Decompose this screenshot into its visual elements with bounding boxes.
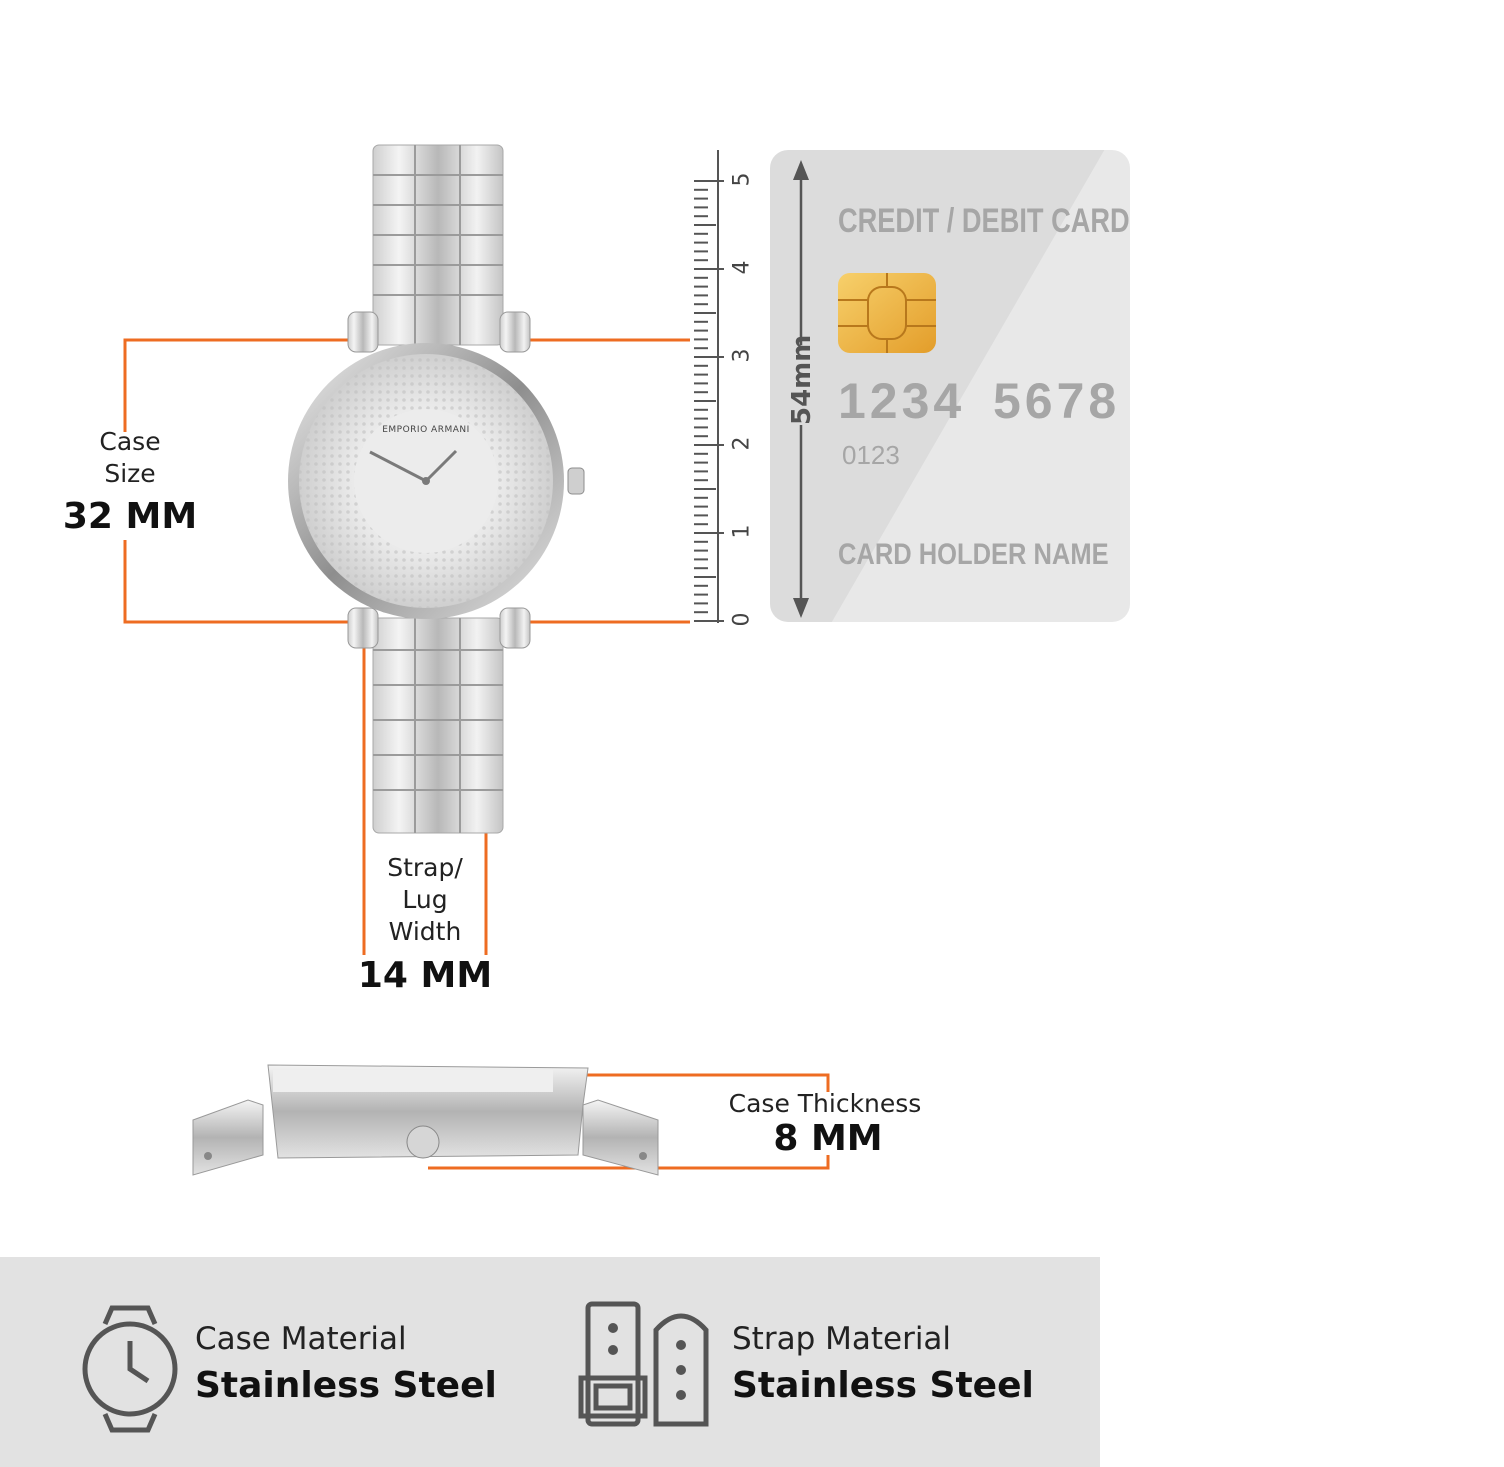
watch-brand-label: EMPORIO ARMANI [382,425,470,435]
ruler-label-5: 5 [729,172,755,187]
case-thickness-label: Case Thickness [728,1089,922,1118]
card-small-number: 0123 [842,440,900,470]
strap-width-label-3: Width [388,917,462,946]
watch-case-icon [80,1306,180,1432]
ruler-label-0: 0 [729,612,755,627]
case-size-label-1: Case [99,427,161,456]
strap-width-value: 14 MM [357,955,493,996]
strap-material-title: Strap Material [732,1321,952,1357]
ruler-label-4: 4 [729,260,755,275]
watch-front-image [280,140,600,840]
strap-width-label-1: Strap/ [387,853,463,882]
strap-material-value: Stainless Steel [732,1365,1034,1406]
ruler-label-2: 2 [729,436,755,451]
card-title: CREDIT / DEBIT CARD [838,202,1130,240]
watch-side-image [188,1060,663,1185]
card-number-group-1: 1234 [838,373,966,429]
case-material-title: Case Material [195,1321,407,1357]
ruler-label-3: 3 [729,348,755,363]
card-chip-icon [838,273,936,353]
ruler-labels [729,0,765,640]
card-holder-name: CARD HOLDER NAME [838,538,1109,571]
card-height-label: 54mm [782,345,822,425]
case-thickness-value: 8 MM [773,1118,883,1159]
strap-width-label-2: Lug [402,885,448,914]
ruler-label-1: 1 [729,524,755,539]
case-size-value: 32 MM [62,496,198,537]
case-material-value: Stainless Steel [195,1365,497,1406]
card-number-group-2: 5678 [993,373,1121,429]
strap-icon [578,1300,716,1430]
case-size-label-2: Size [104,459,156,488]
